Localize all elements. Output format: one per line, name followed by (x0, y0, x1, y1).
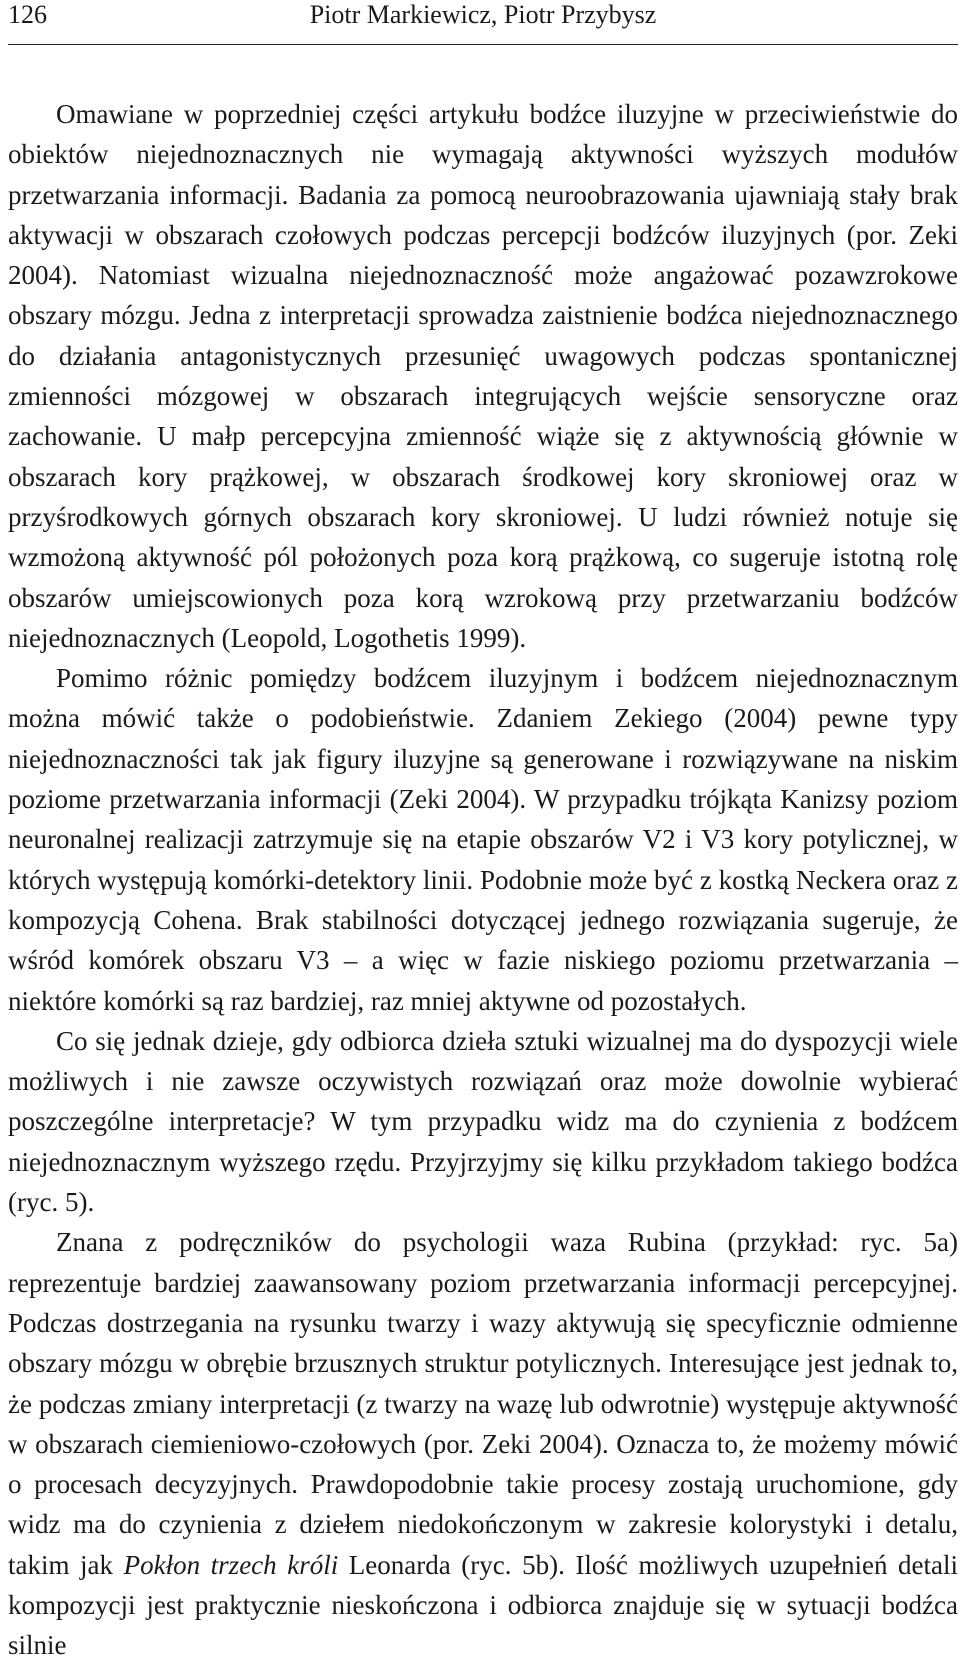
paragraph: Omawiane w poprzedniej części artykułu bodźce iluzyjne w przeciwieństwie do obiektów niejednoznacznych nie wymagają aktywności wyższych modułów przetwarzania informacji. Badania za pomocą neuroobrazowania ujawniają stały brak aktywacji w obszarach czołowych podczas percepcji bodźców iluzyjnych (por. Zeki 2004). Natomiast wizualna niejednoznaczność może angażować pozawzrokowe obszary mózgu. Jedna z interpretacji sprowadza zaistnienie bodźca niejednoznacznego do działania antagonistycznych przesunięć uwagowych podczas spontanicznej zmienności mózgowej w obszarach integrujących wejście sensoryczne oraz zachowanie. U małp percepcyjna zmienność wiąże się z aktywnością głównie w obszarach kory prążkowej, w obszarach środkowej kory skroniowej oraz w przyśrodkowych górnych obszarach kory skroniowej. U ludzi również notuje się wzmożoną aktywność pól położonych poza korą prążkową, co sugeruje istotną rolę obszarów umiejscowionych poza korą wzrokową przy przetwarzaniu bodźców niejednoznacznych (Leopold, Logothetis 1999). (8, 99, 958, 653)
page-number: 126 (8, 0, 47, 29)
running-header (8, 0, 958, 46)
header-rule (8, 44, 958, 45)
paragraph (8, 1222, 958, 1665)
running-header-authors: Piotr Markiewicz, Piotr Przybysz (309, 0, 657, 29)
document-page (8, 0, 958, 1666)
paragraph: Co się jednak dzieje, gdy odbiorca dzieła sztuki wizualnej ma do dyspozycji wiele możliwych i nie zawsze oczywistych rozwiązań oraz może dowolnie wybierać poszczególne interpretacje? W tym przypadku widz ma do czynienia z bodźcem niejednoznacznym wyższego rzędu. Przyjrzyjmy się kilku przykładom takiego bodźca (ryc. 5). (8, 1025, 958, 1218)
paragraph-text: Leonarda (ryc. 5b). Ilość możliwych uzupełnień detali kompozycji jest praktycznie nieskończona i odbiorca znajduje się w sytuacji bodźca silnie (8, 1549, 958, 1661)
body-text (8, 94, 958, 1666)
paragraph-text: Znana z podręczników do psychologii waza Rubina (przykład: ryc. 5a) reprezentuje bardziej zaawansowany poziom przetwarzania informacji percepcyjnej. Podczas dostrzegania na rysunku twarzy i wazy aktywują się specyficznie odmienne obszary mózgu w obrębie brzusznych struktur potylicznych. Interesujące jest jednak to, że podczas zmiany interpretacji (z twarzy na wazę lub odwrotnie) występuje aktywność w obszarach ciemieniowo-czołowych (por. Zeki 2004). Oznacza to, że możemy mówić o procesach decyzyjnych. Prawdopodobnie takie procesy zostają uruchomione, gdy widz ma do czynienia z dziełem niedokończonym w zakresie kolorystyki i detalu, takim jak (8, 1227, 958, 1580)
paragraph: Pomimo różnic pomiędzy bodźcem iluzyjnym i bodźcem niejednoznacznym można mówić także o podobieństwie. Zdaniem Zekiego (2004) pewne typy niejednoznaczności tak jak figury iluzyjne są generowane i rozwiązywane na niskim poziome przetwarzania informacji (Zeki 2004). W przypadku trójkąta Kanizsy poziom neuronalnej realizacji zatrzymuje się na etapie obszarów V2 i V3 kory potylicznej, w których występują komórki-detektory linii. Podobnie może być z kostką Neckera oraz z kompozycją Cohena. Brak stabilności dotyczącej jednego rozwiązania sugeruje, że wśród komórek obszaru V3 – a więc w fazie niskiego poziomu przetwarzania – niektóre komórki są raz bardziej, raz mniej aktywne od pozostałych. (8, 663, 958, 1016)
artwork-title: Pokłon trzech króli (123, 1549, 339, 1580)
